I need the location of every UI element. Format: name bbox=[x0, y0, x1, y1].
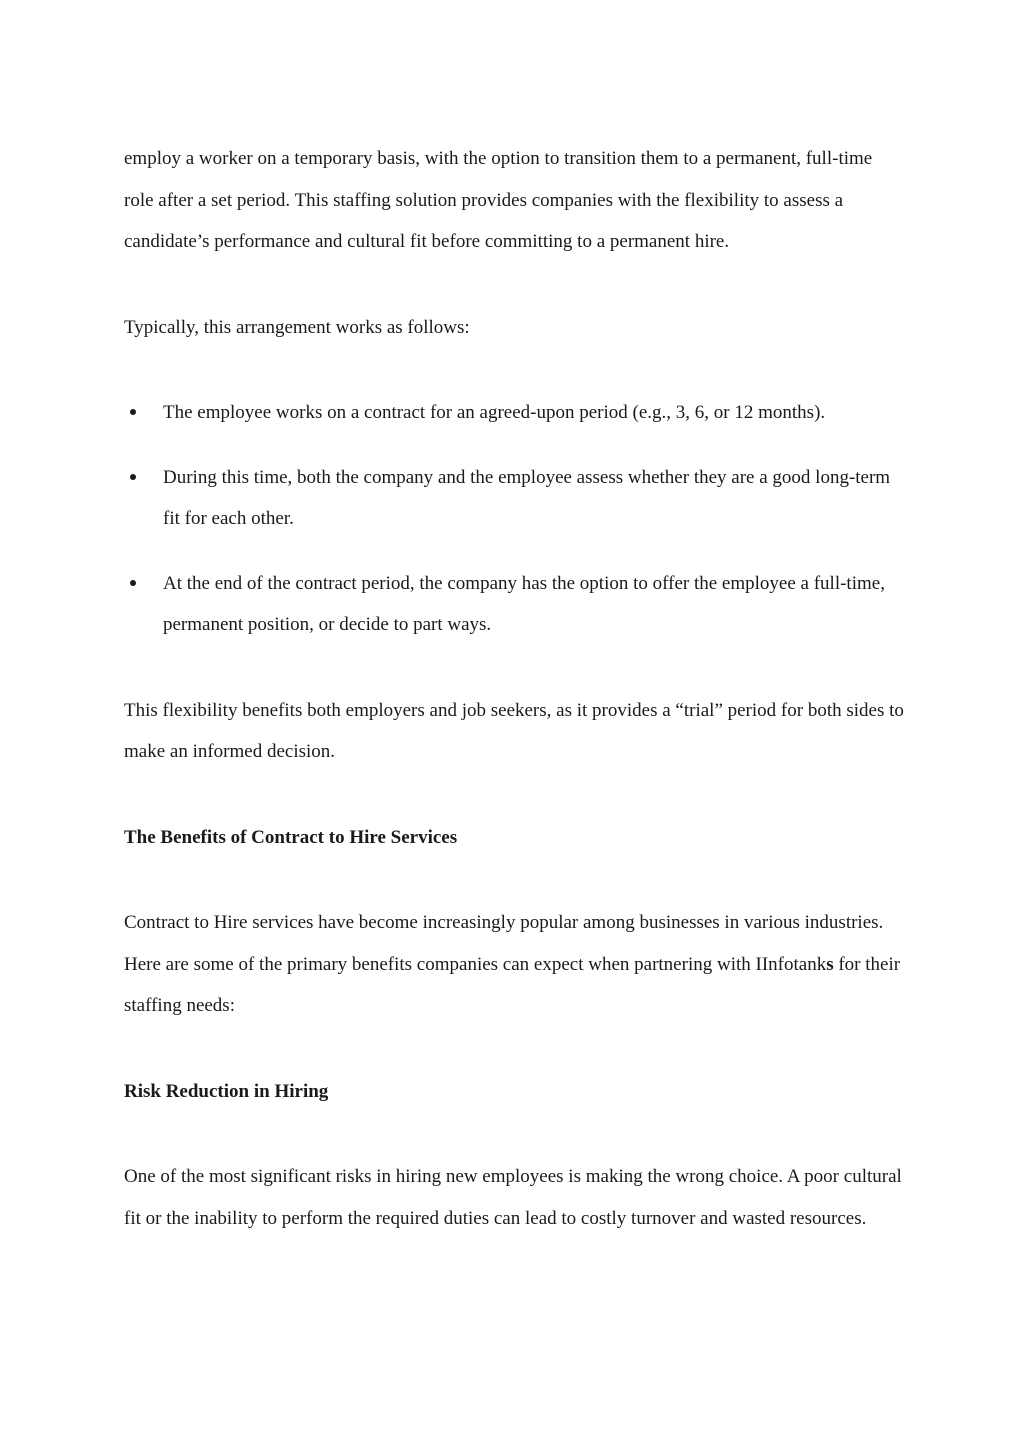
list-item-text: During this time, both the company and the employee assess whether they are a good long-term fit for each other. bbox=[163, 466, 891, 529]
list-item-text: At the end of the contract period, the company has the option to offer the employee a full-time, permanent position, or decide to part ways. bbox=[163, 572, 885, 635]
bullet-icon bbox=[130, 580, 136, 586]
flexibility-paragraph: This flexibility benefits both employers and job seekers, as it provides a “trial” period for both sides to make an informed decision. bbox=[124, 699, 904, 762]
list-item-text: The employee works on a contract for an agreed-upon period (e.g., 3, 6, or 12 months). bbox=[163, 402, 826, 423]
popular-text-start: Contract to Hire services have become increasingly popular among businesses in various industries. Here are some of the primary benefits companies can expect when partnering with IInfotank bbox=[124, 912, 884, 975]
bullet-icon bbox=[130, 474, 136, 480]
typically-paragraph: Typically, this arrangement works as follows: bbox=[124, 316, 470, 338]
list-item bbox=[124, 457, 904, 540]
document-page bbox=[124, 138, 904, 1239]
bullet-icon bbox=[130, 409, 136, 415]
risk-reduction-heading: Risk Reduction in Hiring bbox=[124, 1080, 329, 1102]
list-item bbox=[124, 563, 904, 646]
benefits-heading: The Benefits of Contract to Hire Services bbox=[124, 826, 458, 848]
arrangement-list bbox=[124, 392, 904, 646]
popular-bold-letter: s bbox=[826, 953, 834, 975]
intro-paragraph: employ a worker on a temporary basis, with the option to transition them to a permanent, full-time role after a set period. This staffing solution provides companies with the flexibility to assess a candidate’s performance and cultural fit before committing to a permanent hire. bbox=[124, 148, 873, 252]
risk-paragraph: One of the most significant risks in hiring new employees is making the wrong choice. A poor cultural fit or the inability to perform the required duties can lead to costly turnover and wasted resources. bbox=[124, 1166, 902, 1229]
popular-text-end: for their staffing needs: bbox=[124, 953, 901, 1016]
popular-paragraph bbox=[124, 902, 904, 1027]
list-item bbox=[124, 392, 904, 434]
